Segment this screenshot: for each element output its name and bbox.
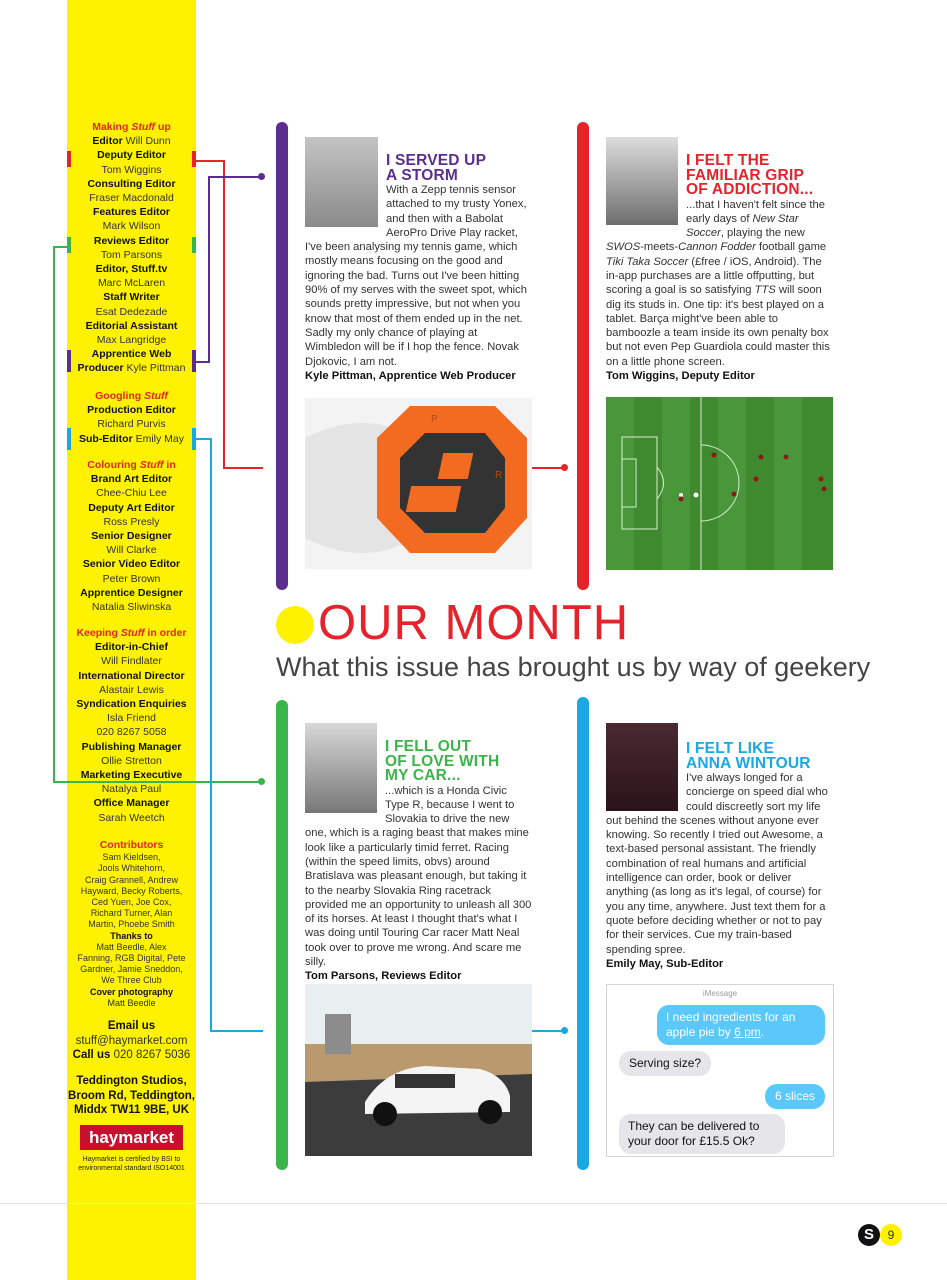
connector-red-bottom bbox=[223, 467, 263, 469]
imessage-screenshot bbox=[606, 984, 834, 1157]
staff-section-keeping: Keeping Stuff in order Editor-in-Chief Will Findlater International Director Alastair Lewis Syndication Enquiries Isla Friend 020 8267 5058 Publishing Manager Ollie Stretton Marketing Executive Natalya Paul Office Manager Sarah Weetch bbox=[76, 627, 187, 824]
connector-red-top bbox=[196, 160, 225, 162]
connector-green-dot bbox=[258, 778, 265, 785]
racket-label-p: P bbox=[431, 414, 438, 425]
author-photo bbox=[606, 137, 678, 225]
email-link[interactable]: stuff@haymarket.com bbox=[75, 1034, 188, 1047]
connector-green-v bbox=[53, 246, 55, 782]
message-bubble-received: They can be delivered to your door for £15.5 Ok? bbox=[619, 1114, 785, 1154]
haymarket-logo: haymarket bbox=[80, 1125, 183, 1150]
staff-section-googling: Googling Stuff Production Editor Richard Purvis Sub-Editor Emily May bbox=[78, 390, 184, 445]
staff-section-making: Making Stuff up Editor Will Dunn Deputy Editor Tom Wiggins Consulting Editor Fraser Macdonald Features Editor Mark Wilson Reviews Editor Tom Parsons Editor, Stuff.tv Marc McLaren Staff Writer Esat Dedezade Editorial Assistant Max Langridge Apprentice Web Producer Kyle Pittman bbox=[67, 120, 196, 376]
page-subtitle: What this issue has brought us by way of geekery bbox=[276, 652, 871, 682]
story-signature: Tom Wiggins, Deputy Editor bbox=[606, 370, 755, 383]
connector-red-right bbox=[531, 467, 564, 469]
contributors-section: Contributors Sam Kieldsen, Jools Whitehorn, Craig Grannell, Andrew Hayward, Becky Roberts, Ced Yuen, Joe Cox, Richard Turner, Alan Martin, Phoebe Smith Thanks to Matt Beedle, Alex Fanning, RGB Digital, Pete Gardner, Jamie Sneddon, We Three Club Cover photography Matt Beedle bbox=[77, 839, 186, 1008]
message-bubble-received: Serving size? bbox=[619, 1051, 711, 1076]
phone-link[interactable]: 020 8267 5036 bbox=[113, 1049, 191, 1061]
connector-blue-bottom bbox=[210, 1030, 263, 1032]
story-signature: Emily May, Sub-Editor bbox=[606, 957, 724, 970]
connector-blue-dot bbox=[561, 1027, 568, 1034]
car-image bbox=[305, 984, 532, 1156]
card-bar-purple bbox=[276, 122, 288, 590]
card-bar-green bbox=[276, 700, 288, 1170]
card-bar-blue bbox=[577, 697, 589, 1170]
page-title: OUR MONTH bbox=[318, 596, 630, 650]
imessage-app-label: iMessage bbox=[702, 989, 738, 998]
contact-section: Email us stuff@haymarket.com Call us 020 8267 5036 bbox=[67, 1019, 196, 1063]
story-card-assistant: I FELT LIKE ANNA WINTOUR I've always longed for a concierge on speed dial who could discreetly sort my life out behind the scenes without anyone ever knowing. So recently I tried out Awesome, a text-based personal assistant. The friendly combination of real humans and artificial intelligence can order, book or deliver anything (as long as it's legal, of course) for you any time, anywhere. Just text them for a quote before deciding whether or not to pay for their services. Cue my train-based spending spree. Emily May, Sub-Editor bbox=[606, 723, 834, 971]
connector-purple-dot bbox=[258, 173, 265, 180]
connector-blue-v bbox=[210, 438, 212, 1031]
story-signature: Kyle Pittman, Apprentice Web Producer bbox=[305, 369, 516, 382]
story-card-car: I FELL OUT OF LOVE WITH MY CAR... ...which is a Honda Civic Type R, because I went to Slovakia to drive the new one, which is a raging beast that makes mine look like a particularly timid ferret. Racing (within the speed limits, obvs) around Bratislava was pleasant enough, but taking it to the nearby Slovakia Ring racetrack provided me an opportunity to unleash all 300 of its horses. At least I thought that's what I was doing until Touring Car racer Matt Neal took over to prove me wrong. And scare me silly. Tom Parsons, Reviews Editor bbox=[305, 723, 533, 984]
header-yellow-dot bbox=[276, 606, 314, 644]
connector-blue-right bbox=[531, 1030, 564, 1032]
author-photo bbox=[606, 723, 678, 811]
soccer-game-image bbox=[606, 397, 833, 570]
email-heading: Email us bbox=[107, 1020, 156, 1032]
message-bubble-sent: 6 slices bbox=[765, 1084, 825, 1109]
cert-text: Haymarket is certified by BSI to environmental standard ISO14001 bbox=[78, 1156, 185, 1172]
author-photo bbox=[305, 723, 377, 813]
story-heading: I FELL OUT OF LOVE WITH MY CAR... bbox=[385, 738, 500, 784]
connector-blue-top bbox=[196, 438, 212, 440]
staff-section-colouring: Colouring Stuff in Brand Art Editor Chee-Chiu Lee Deputy Art Editor Ross Presly Senior Designer Will Clarke Senior Video Editor Peter Brown Apprentice Designer Natalia Sliwinska bbox=[80, 459, 183, 614]
connector-purple-v bbox=[208, 176, 210, 362]
connector-red-v bbox=[223, 160, 225, 468]
connector-purple-top bbox=[208, 176, 263, 178]
story-heading: I FELT LIKE ANNA WINTOUR bbox=[686, 740, 811, 772]
tennis-sensor-image bbox=[305, 398, 532, 569]
card-bar-red bbox=[577, 122, 589, 590]
address-section: Teddington Studios, Broom Rd, Teddington, Middx TW11 9BE, UK bbox=[68, 1075, 195, 1116]
story-signature: Tom Parsons, Reviews Editor bbox=[305, 970, 462, 983]
message-bubble-sent: I need ingredients for an apple pie by 6 pm. bbox=[657, 1005, 825, 1045]
story-heading: I SERVED UP A STORM bbox=[386, 152, 487, 184]
story-card-tennis: I SERVED UP A STORM With a Zepp tennis sensor attached to my trusty Yonex, and then with a Babolat AeroPro Drive Play racket, I've been analysing my tennis game, which mostly means focusing on the good and ignoring the bad. Turns out I've been hitting 90% of my serves with the sweet spot, which sounds pretty impressive, but not when you know that most of them ended up in the net. Sadly my only chance of playing at Wimbledon will be if I hop the fence. Novak Djokovic, I am not. Kyle Pittman, Apprentice Web Producer bbox=[305, 137, 533, 383]
story-card-soccer: I FELT THE FAMILIAR GRIP OF ADDICTION... ...that I haven't felt since the early days of New Star Soccer, playing the new SWOS-meets-Cannon Fodder football game Tiki Taka Soccer (£free / iOS, Android). The in-app purchases are a little offputting, but scoring a goal is so satisfying TTS will soon dig its studs in. One tip: it's best played on a tablet. Barça might've been able to bamboozle a team inside its own penalty box but not even Pep Guardiola could master this on a little phone screen. Tom Wiggins, Deputy Editor bbox=[606, 137, 834, 383]
connector-purple-bottom bbox=[196, 361, 210, 363]
section-heading: Making Stuff up bbox=[92, 121, 171, 133]
racket-label-r: R bbox=[495, 470, 503, 481]
connector-red-dot bbox=[561, 464, 568, 471]
story-heading: I FELT THE FAMILIAR GRIP OF ADDICTION... bbox=[686, 152, 814, 198]
author-photo bbox=[305, 137, 378, 227]
stuff-logo-icon: S bbox=[858, 1224, 880, 1246]
page-number: 9 bbox=[880, 1224, 902, 1246]
footer-divider bbox=[0, 1203, 947, 1204]
